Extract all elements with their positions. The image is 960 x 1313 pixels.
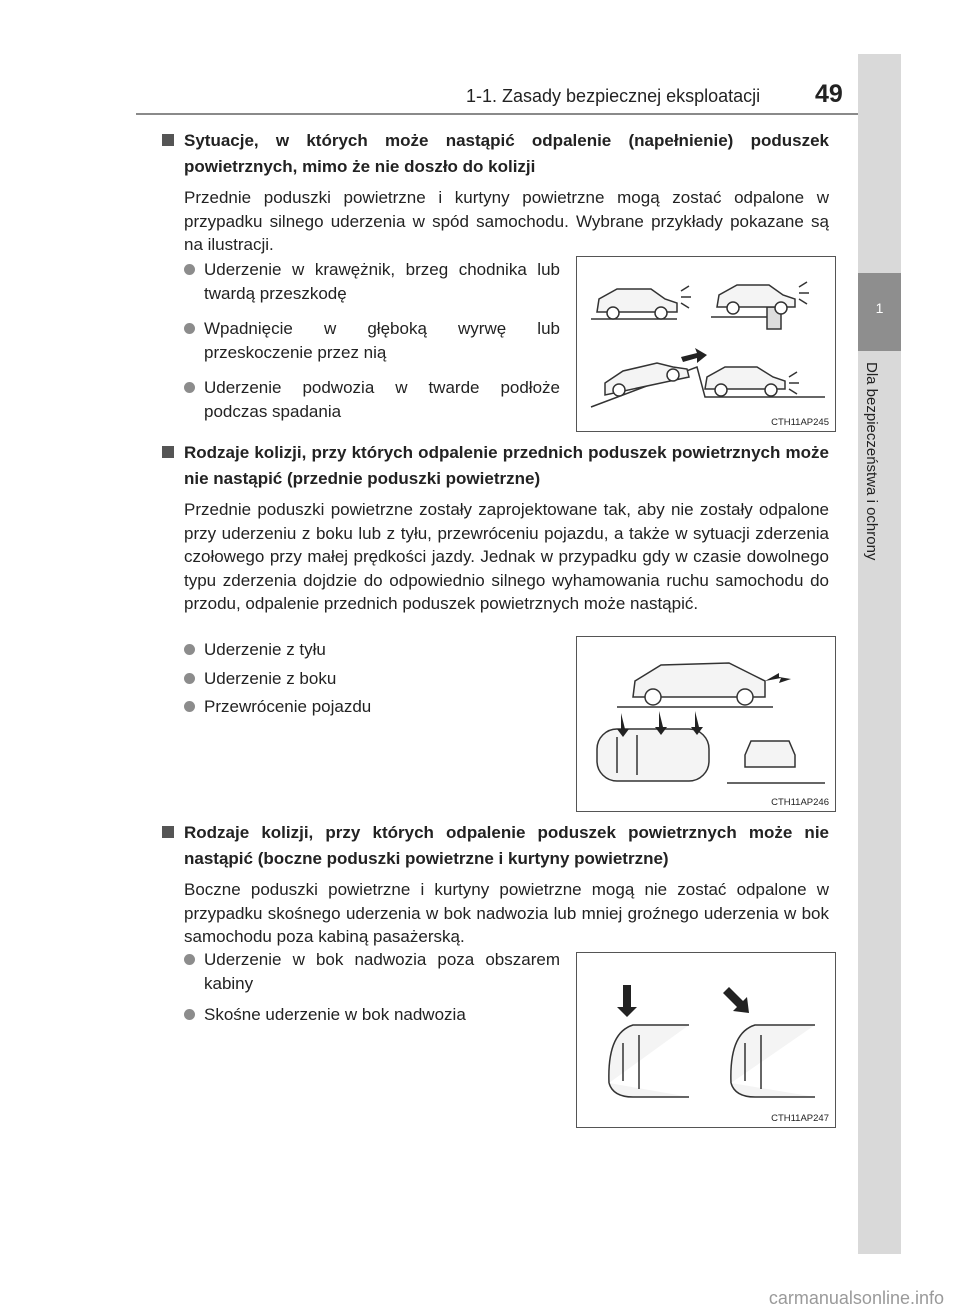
figure-code: CTH11AP245 [771, 417, 829, 428]
list-item: Wpadnięcie w głęboką wyrwę lub przeskoczenie przez nią [184, 317, 560, 364]
section-paragraph: Przednie poduszki powietrzne i kurtyny powietrzne mogą zostać odpalone w przypadku silnego uderzenia w spód samochodu. Wybrane przykłady pokazane są na ilustracji. [184, 188, 829, 254]
section-frontal-airbags [162, 440, 829, 616]
page-number: 49 [815, 80, 843, 108]
section-paragraph: Boczne poduszki powietrzne i kurtyny powietrzne mogą nie zostać odpalone w przypadku skośnego uderzenia w bok nadwozia lub mniej groźnego uderzenia w bok samochodu poza kabiną pasażerską. [184, 880, 829, 946]
frontal-non-deploy-illustration [577, 637, 835, 811]
square-bullet-icon [162, 826, 174, 838]
chapter-tab-label: Dla bezpieczeństwa i ochrony [863, 362, 880, 561]
underbody-impact-illustration [577, 257, 835, 431]
figure-frontal-non-deploy [576, 636, 836, 812]
chapter-tab-number: 1 [875, 300, 884, 316]
section-heading-text: Rodzaje kolizji, przy których odpalenie poduszek powietrznych może nie nastąpić (boczne poduszki powietrzne i kurtyny powietrzne) [184, 823, 829, 868]
list-item: Skośne uderzenie w bok nadwozia [184, 1003, 560, 1027]
circle-bullet-icon [184, 701, 195, 712]
side-non-deploy-illustration [577, 953, 835, 1127]
chapter-title: 1-1. Zasady bezpiecznej eksploatacji [466, 86, 761, 106]
list-item: Uderzenie w bok nadwozia poza obszarem kabiny [184, 948, 560, 995]
section-heading [162, 440, 829, 492]
list-item: Uderzenie w krawężnik, brzeg chodnika lub twardą przeszkodę [184, 258, 560, 305]
circle-bullet-icon [184, 673, 195, 684]
section-nondeployment-triggers [162, 128, 829, 257]
list-item: Przewrócenie pojazdu [184, 695, 560, 719]
chapter-side-tab [858, 54, 901, 1254]
section-heading-text: Rodzaje kolizji, przy których odpalenie przednich poduszek powietrznych może nie nastąpić (przednie poduszki powietrzne) [184, 443, 829, 488]
figure-code: CTH11AP247 [771, 1113, 829, 1124]
bullet-list [184, 638, 560, 719]
figure-side-non-deploy [576, 952, 836, 1128]
figure-code: CTH11AP246 [771, 797, 829, 808]
section-heading-text: Sytuacje, w których może nastąpić odpalenie (napełnienie) poduszek powietrznych, mimo że nie doszło do kolizji [184, 131, 829, 176]
list-item: Uderzenie z boku [184, 667, 560, 691]
circle-bullet-icon [184, 264, 195, 275]
section-paragraph: Przednie poduszki powietrzne zostały zaprojektowane tak, aby nie zostały odpalone przy uderzeniu z boku lub z tyłu, przewróceniu pojazdu, a także w sytuacji zderzenia czołowego przy małej prędkości jazdy. Jednak w przypadku gdy w czasie dowolnego typu zderzenia dojdzie do odpowiednio silnego wyhamowania ruchu samochodu do przodu, odpalenie przednich poduszek powietrznych może nastąpić. [184, 500, 829, 613]
figure-underbody-impacts [576, 256, 836, 432]
circle-bullet-icon [184, 382, 195, 393]
list-item: Uderzenie z tyłu [184, 638, 560, 662]
header-rule [136, 113, 858, 115]
circle-bullet-icon [184, 644, 195, 655]
square-bullet-icon [162, 134, 174, 146]
section-heading [162, 128, 829, 180]
bullet-list [184, 948, 560, 1027]
list-item: Uderzenie podwozia w twarde podłoże podczas spadania [184, 376, 560, 423]
square-bullet-icon [162, 446, 174, 458]
bullet-list [184, 258, 560, 423]
circle-bullet-icon [184, 954, 195, 965]
circle-bullet-icon [184, 1009, 195, 1020]
watermark: carmanualsonline.info [768, 1288, 944, 1308]
section-heading [162, 820, 829, 872]
section-side-airbags [162, 820, 829, 949]
circle-bullet-icon [184, 323, 195, 334]
